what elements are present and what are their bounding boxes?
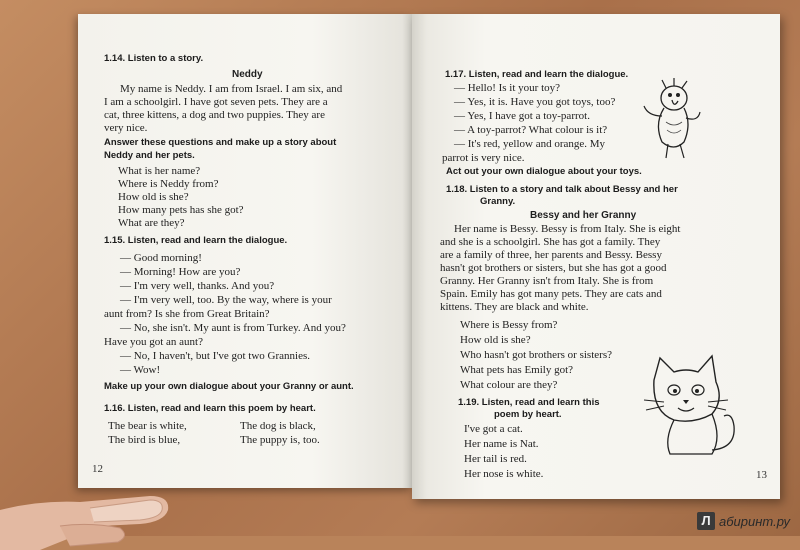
neddy-title: Neddy <box>232 69 263 80</box>
section-1-17-header: 1.17. Listen, read and learn the dialogue. <box>445 69 629 80</box>
poem-line: The bear is white, <box>108 420 187 432</box>
poem-line: Her nose is white. <box>464 468 544 480</box>
dialogue-line: — Good morning! <box>120 252 202 264</box>
page-number: 12 <box>92 463 103 475</box>
poem-line: The puppy is, too. <box>240 434 320 446</box>
labirint-logo: Л <box>697 512 715 530</box>
bessy-story-line: Granny. Her Granny isn't from Italy. She is from <box>440 275 654 287</box>
task-instruction: Act out your own dialogue about your toys. <box>446 166 642 177</box>
question-line: Who hasn't got brothers or sisters? <box>460 349 612 361</box>
question-line: How many pets has she got? <box>118 204 244 216</box>
dialogue-line: — Morning! How are you? <box>120 266 241 278</box>
dialogue-line: parrot is very nice. <box>442 152 525 164</box>
section-1-16-header: 1.16. Listen, read and learn this poem by heart. <box>104 403 316 414</box>
question-line: What pets has Emily got? <box>460 364 574 376</box>
dialogue-line: — It's red, yellow and orange. My <box>454 138 606 150</box>
poem-line: The dog is black, <box>240 420 316 432</box>
section-1-19-header: poem by heart. <box>494 409 562 420</box>
dialogue-line: — I'm very well, thanks. And you? <box>120 280 275 292</box>
dialogue-line: — No, she isn't. My aunt is from Turkey. And you? <box>120 322 346 334</box>
question-line: How old is she? <box>460 334 531 346</box>
task-instruction: Make up your own dialogue about your Granny or aunt. <box>104 381 354 392</box>
bessy-story-line: kittens. They are black and white. <box>440 301 589 313</box>
bessy-story-line: Her name is Bessy. Bessy is from Italy. She is eight <box>454 223 681 235</box>
dialogue-line: — A toy-parrot? What colour is it? <box>454 124 608 136</box>
poem-line: I've got a cat. <box>464 423 523 435</box>
left-page <box>78 14 412 488</box>
dialogue-line: — Wow! <box>120 364 161 376</box>
bessy-story-line: are a family of three, her parents and Bessy. Bessy <box>440 249 662 261</box>
cat-illustration <box>634 350 744 460</box>
question-line: Where is Bessy from? <box>460 319 558 331</box>
question-line: How old is she? <box>118 191 189 203</box>
neddy-story-line: I am a schoolgirl. I have got seven pets. They are a <box>104 96 328 108</box>
task-instruction: Answer these questions and make up a story about <box>104 137 337 148</box>
watermark-text: абиринт.ру <box>719 513 790 529</box>
dialogue-line: — Yes, it is. Have you got toys, too? <box>454 96 616 108</box>
question-line: Where is Neddy from? <box>118 178 219 190</box>
dialogue-line: — I'm very well, too. By the way, where is your <box>120 294 332 306</box>
watermark <box>697 512 790 530</box>
section-1-15-header: 1.15. Listen, read and learn the dialogue. <box>104 235 288 246</box>
dialogue-line: — Yes, I have got a toy-parrot. <box>454 110 590 122</box>
neddy-story-line: My name is Neddy. I am from Israel. I am six, and <box>120 83 343 95</box>
dialogue-line: aunt from? Is she from Great Britain? <box>104 308 270 320</box>
dialogue-line: Have you got an aunt? <box>104 336 203 348</box>
bessy-title: Bessy and her Granny <box>530 210 637 221</box>
neddy-story-line: cat, three kittens, a dog and two puppies. They are <box>104 109 325 121</box>
bessy-story-line: and she is a schoolgirl. She has got a family. They <box>440 236 661 248</box>
task-instruction: Neddy and her pets. <box>104 150 195 161</box>
question-line: What are they? <box>118 217 185 229</box>
question-line: What colour are they? <box>460 379 558 391</box>
page-number: 13 <box>756 469 767 481</box>
hand-image <box>0 430 200 550</box>
question-line: What is her name? <box>118 165 201 177</box>
neddy-story-line: very nice. <box>104 122 148 134</box>
section-1-19-header: 1.19. Listen, read and learn this <box>458 397 600 408</box>
bessy-story-line: Spain. Emily has got many pets. They are cats and <box>440 288 662 300</box>
poem-line: The bird is blue, <box>108 434 181 446</box>
section-1-14-header: 1.14. Listen to a story. <box>104 53 204 64</box>
section-1-18-header: Granny. <box>480 196 516 207</box>
poem-line: Her tail is red. <box>464 453 527 465</box>
dialogue-line: — No, I haven't, but I've got two Grannies. <box>120 350 311 362</box>
section-1-18-header: 1.18. Listen to a story and talk about Bessy and her <box>446 184 678 195</box>
poem-line: Her name is Nat. <box>464 438 539 450</box>
parrot-illustration <box>640 76 704 160</box>
right-page <box>412 14 780 499</box>
dialogue-line: — Hello! Is it your toy? <box>454 82 561 94</box>
bessy-story-line: hasn't got brothers or sisters, but she has got a good <box>440 262 667 274</box>
